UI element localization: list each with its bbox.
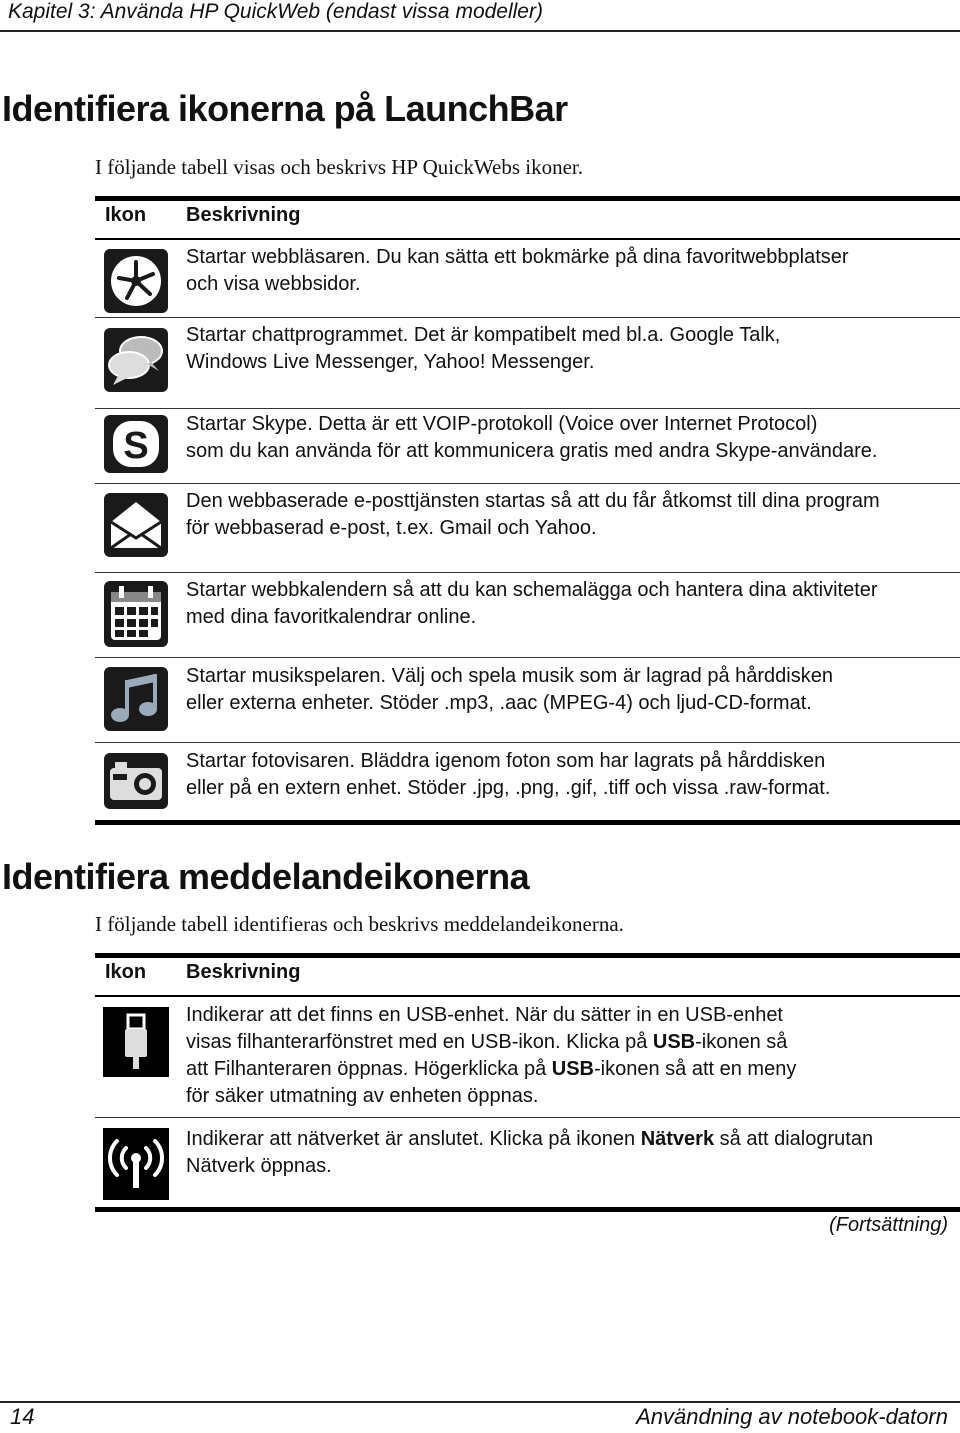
desc-line: och visa webbsidor.	[186, 273, 361, 295]
section-title-notification: Identifiera meddelandeikonerna	[2, 856, 530, 897]
desc-line: Startar fotovisaren. Bläddra igenom foton som har lagrats på hårddisken	[186, 750, 826, 772]
section-intro-notification: I följande tabell identifieras och beskrivs meddelandeikonerna.	[95, 912, 624, 936]
row-desc-calendar	[186, 577, 956, 631]
desc-line: för webbaserad e-post, t.ex. Gmail och Yahoo.	[186, 517, 597, 539]
section-title-launchbar: Identifiera ikonerna på LaunchBar	[2, 88, 568, 129]
row-desc-mail	[186, 488, 956, 542]
section-intro-launchbar: I följande tabell visas och beskrivs HP QuickWebs ikoner.	[95, 155, 584, 179]
desc-line: Den webbaserade e-posttjänsten startas så att du får åtkomst till dina program	[186, 490, 880, 512]
desc-text: -ikonen så	[695, 1031, 788, 1053]
desc-line	[186, 1126, 956, 1153]
desc-line: eller på en extern enhet. Stöder .jpg, .png, .gif, .tiff och vissa .raw-format.	[186, 777, 831, 799]
footer-rule	[0, 1401, 960, 1403]
desc-line: eller externa enheter. Stöder .mp3, .aac (MPEG-4) och ljud-CD-format.	[186, 692, 812, 714]
page-number: 14	[10, 1404, 35, 1429]
desc-line	[186, 1056, 956, 1083]
footer-title: Användning av notebook-datorn	[636, 1404, 948, 1429]
column-header-description: Beskrivning	[186, 204, 301, 226]
table-bottom-rule	[95, 1207, 960, 1212]
desc-line: med dina favoritkalendrar online.	[186, 606, 477, 628]
row-rule	[95, 317, 960, 318]
table-header-rule	[95, 995, 960, 997]
music-icon	[103, 666, 169, 732]
calendar-icon	[103, 580, 169, 648]
desc-text: -ikonen så att en meny	[594, 1058, 797, 1080]
desc-line: Startar webbkalendern så att du kan schemalägga och hantera dina aktiviteter	[186, 579, 878, 601]
row-rule	[95, 657, 960, 658]
network-icon	[103, 1128, 169, 1200]
table-top-rule	[95, 953, 960, 958]
notification-icon-table	[95, 953, 960, 1215]
continued-label: (Fortsättning)	[829, 1214, 948, 1236]
usb-keyword: USB	[652, 1031, 696, 1053]
column-header-description: Beskrivning	[186, 961, 301, 983]
desc-line: Nätverk öppnas.	[186, 1155, 332, 1177]
row-desc-skype	[186, 411, 956, 465]
desc-line: Startar webbläsaren. Du kan sätta ett bokmärke på dina favoritwebbplatser	[186, 246, 849, 268]
running-head: Kapitel 3: Använda HP QuickWeb (endast vissa modeller)	[8, 0, 543, 23]
camera-icon	[103, 752, 169, 810]
desc-text: Indikerar att nätverket är anslutet. Klicka på ikonen	[186, 1128, 641, 1150]
desc-line	[186, 1029, 956, 1056]
column-header-icon: Ikon	[105, 204, 147, 226]
chat-icon	[103, 327, 169, 393]
desc-text: visas filhanterarfönstret med en USB-ikon. Klicka på	[186, 1031, 653, 1053]
desc-line: som du kan använda för att kommunicera gratis med andra Skype-användare.	[186, 440, 878, 462]
skype-icon	[103, 414, 169, 474]
network-keyword: Nätverk	[640, 1128, 715, 1150]
desc-line: för säker utmatning av enheten öppnas.	[186, 1085, 539, 1107]
desc-line: Windows Live Messenger, Yahoo! Messenger.	[186, 351, 595, 373]
table-bottom-rule	[95, 820, 960, 825]
web-browser-icon	[103, 248, 169, 314]
svg-text:S: S	[123, 425, 149, 467]
desc-text: så att dialogrutan	[714, 1128, 874, 1150]
row-desc-chat	[186, 322, 956, 376]
table-header-rule	[95, 238, 960, 240]
mail-icon	[103, 492, 169, 558]
desc-text: att Filhanteraren öppnas. Högerklicka på	[186, 1058, 552, 1080]
row-rule	[95, 483, 960, 484]
row-desc-network	[186, 1126, 956, 1180]
row-desc-usb	[186, 1002, 956, 1110]
desc-line: Startar Skype. Detta är ett VOIP-protokoll (Voice over Internet Protocol)	[186, 413, 818, 435]
row-desc-camera	[186, 748, 956, 802]
desc-line: Startar chattprogrammet. Det är kompatibelt med bl.a. Google Talk,	[186, 324, 781, 346]
table-top-rule	[95, 196, 960, 201]
row-rule	[95, 572, 960, 573]
row-desc-web-browser	[186, 244, 956, 298]
row-rule	[95, 1117, 960, 1118]
launchbar-icon-table	[95, 196, 960, 828]
header-rule	[0, 30, 960, 32]
usb-icon	[103, 1007, 169, 1077]
row-desc-music	[186, 663, 956, 717]
row-rule	[95, 408, 960, 409]
desc-line: Indikerar att det finns en USB-enhet. När du sätter in en USB-enhet	[186, 1004, 783, 1026]
desc-line: Startar musikspelaren. Välj och spela musik som är lagrad på hårddisken	[186, 665, 833, 687]
column-header-icon: Ikon	[105, 961, 147, 983]
row-rule	[95, 742, 960, 743]
usb-keyword: USB	[551, 1058, 594, 1080]
